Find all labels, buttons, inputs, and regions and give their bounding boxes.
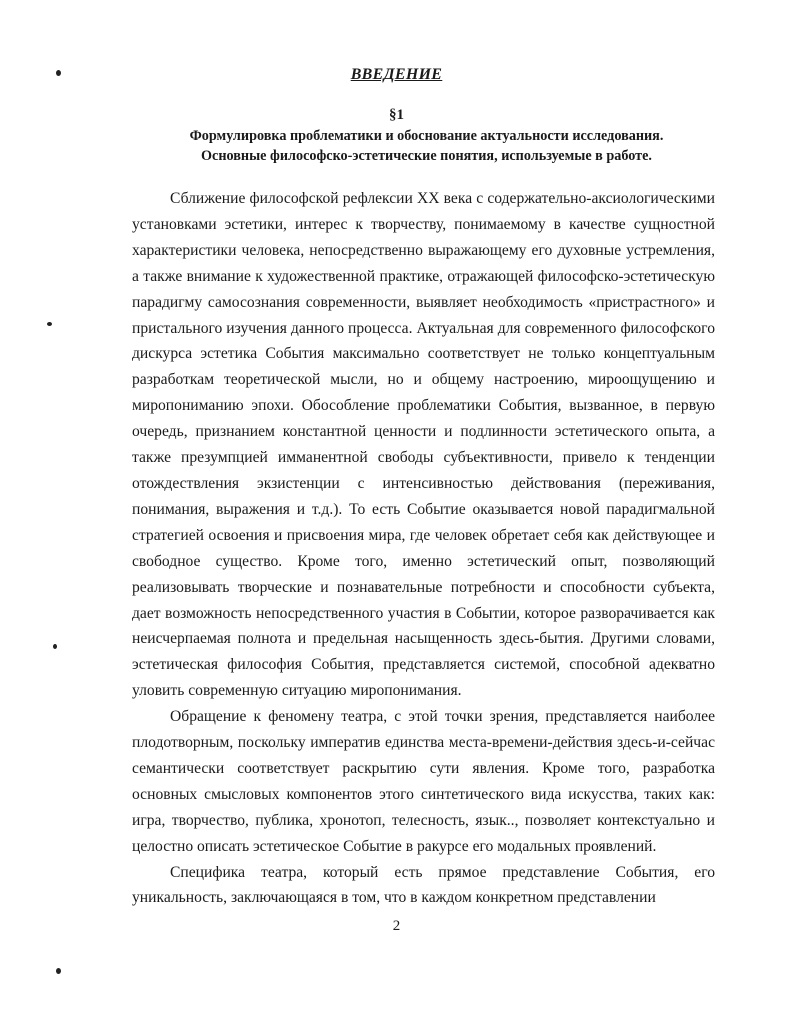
subtitle-line-2: Основные философско-эстетические понятия, используемые в работе. — [201, 148, 652, 164]
scan-speck — [47, 322, 52, 326]
scan-speck — [56, 968, 61, 974]
page-number: 2 — [392, 918, 401, 934]
section-number: §1 — [389, 107, 404, 123]
paragraph-2: Обращение к феномену театра, с этой точки зрения, представляется наиболее плодотворным, поскольку императив единства места-времени-действия здесь-и-сейчас семантически соответствует раскрытию сути явления. Кроме того, разработка основных смысловых компонентов этого синтетического вида искусства, таких как: игра, творчество, публика, хронотоп, телесность, язык.., позволяет контекстуально и целостно описать эстетическое Событие в ракурсе его модальных проявлений. — [132, 708, 715, 855]
body-text — [132, 186, 715, 911]
subtitle-line-1: Формулировка проблематики и обоснование актуальности исследования. — [189, 128, 664, 144]
scan-speck — [53, 644, 57, 649]
paragraph-1: Сближение философской рефлексии XX века с содержательно-аксиологическими установками эстетики, интерес к творчеству, понимаемому в качестве сущностной характеристики человека, непосредственно выражающему его духовные устремления, а также внимание к художественной практике, отражающей философско-эстетическую парадигму самосознания современности, выявляет необходимость «пристрастного» и пристального изучения данного процесса. Актуальная для современного философского дискурса эстетика События максимально соответствует не только концептуальным разработкам теоретической мысли, но и общему настроению, мироощущению и миропониманию эпохи. Обособление проблематики События, вызванное, в первую очередь, признанием константной ценности и подлинности эстетического опыта, а также презумпцией имманентной свободы субъективности, привело к тенденции отождествления экзистенции с интенсивностью действования (переживания, понимания, выражения и т.д.). То есть Событие оказывается новой парадигмальной стратегией освоения и присвоения мира, где человек обретает себя как действующее и свободное существо. Кроме того, именно эстетический опыт, позволяющий реализовывать творческие и познавательные потребности и способности субъекта, дает возможность непосредственного участия в Событии, которое разворачивается как неисчерпаемая полнота и предельная насыщенность здесь-бытия. Другими словами, эстетическая философия События, представляется системой, способной адекватно уловить современную ситуацию миропонимания. — [132, 190, 715, 700]
paragraph-3: Специфика театра, который есть прямое представление События, его уникальность, заключающаяся в том, что в каждом конкретном представлении — [132, 863, 715, 907]
page-heading: ВВЕДЕНИЕ — [350, 66, 443, 83]
section-subtitle — [120, 126, 733, 166]
